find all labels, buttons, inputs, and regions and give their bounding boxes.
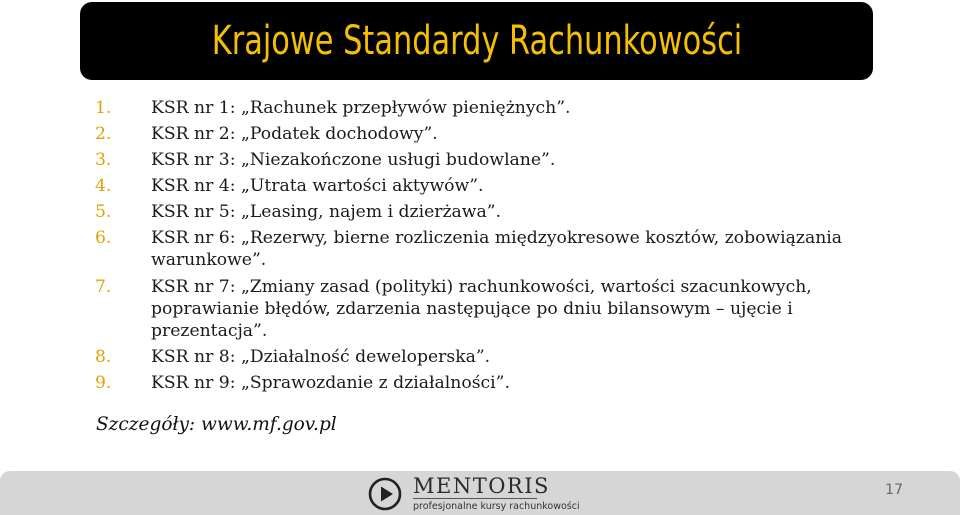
list-item <box>95 227 865 271</box>
logo-name: MENTORIS <box>413 474 550 498</box>
list-item-text: KSR nr 6: „Rezerwy, bierne rozliczenia międzyokresowe kosztów, zobowiązania warunkowe”. <box>151 228 843 271</box>
play-circle-icon <box>367 476 403 512</box>
ksr-list <box>95 97 865 398</box>
list-item <box>95 346 865 368</box>
list-item <box>95 149 865 171</box>
list-item-number: 5. <box>95 202 112 223</box>
footer-bar <box>0 471 960 515</box>
logo-divider <box>413 498 537 499</box>
list-item <box>95 97 865 119</box>
list-item-text: KSR nr 2: „Podatek dochodowy”. <box>151 124 438 145</box>
list-item <box>95 175 865 197</box>
slide-title: Krajowe Standardy Rachunkowości <box>211 18 742 64</box>
list-item <box>95 201 865 223</box>
list-item-number: 6. <box>95 228 112 249</box>
list-item <box>95 276 865 342</box>
mentoris-logo <box>367 475 580 512</box>
list-item-text: KSR nr 3: „Niezakończone usługi budowlane”. <box>151 150 556 171</box>
list-item-text: KSR nr 5: „Leasing, najem i dzierżawa”. <box>151 202 502 223</box>
list-item-text: KSR nr 4: „Utrata wartości aktywów”. <box>151 176 484 197</box>
list-item <box>95 123 865 145</box>
list-item-number: 9. <box>95 372 112 393</box>
list-item-number: 2. <box>95 124 112 145</box>
list-item-number: 8. <box>95 346 112 367</box>
list-item-text: KSR nr 8: „Działalność deweloperska”. <box>151 346 491 367</box>
list-item-number: 7. <box>95 276 112 297</box>
list-item-number: 4. <box>95 176 112 197</box>
list-item-number: 3. <box>95 150 112 171</box>
list-item-text: KSR nr 9: „Sprawozdanie z działalności”. <box>151 372 510 393</box>
page-number: 17 <box>885 482 903 498</box>
logo-tagline: profesjonalne kursy rachunkowości <box>413 501 580 512</box>
list-item <box>95 372 865 394</box>
list-item-number: 1. <box>95 98 112 118</box>
list-item-text: KSR nr 1: „Rachunek przepływów pieniężnych”. <box>151 98 571 118</box>
title-bar <box>80 2 873 80</box>
details-link-text: Szczegóły: www.mf.gov.pl <box>96 414 337 435</box>
list-item-text: KSR nr 7: „Zmiany zasad (polityki) rachunkowości, wartości szacunkowych, poprawianie błędów, zdarzenia następujące po dniu bilansowym – ujęcie i prezentacja”. <box>151 276 812 341</box>
